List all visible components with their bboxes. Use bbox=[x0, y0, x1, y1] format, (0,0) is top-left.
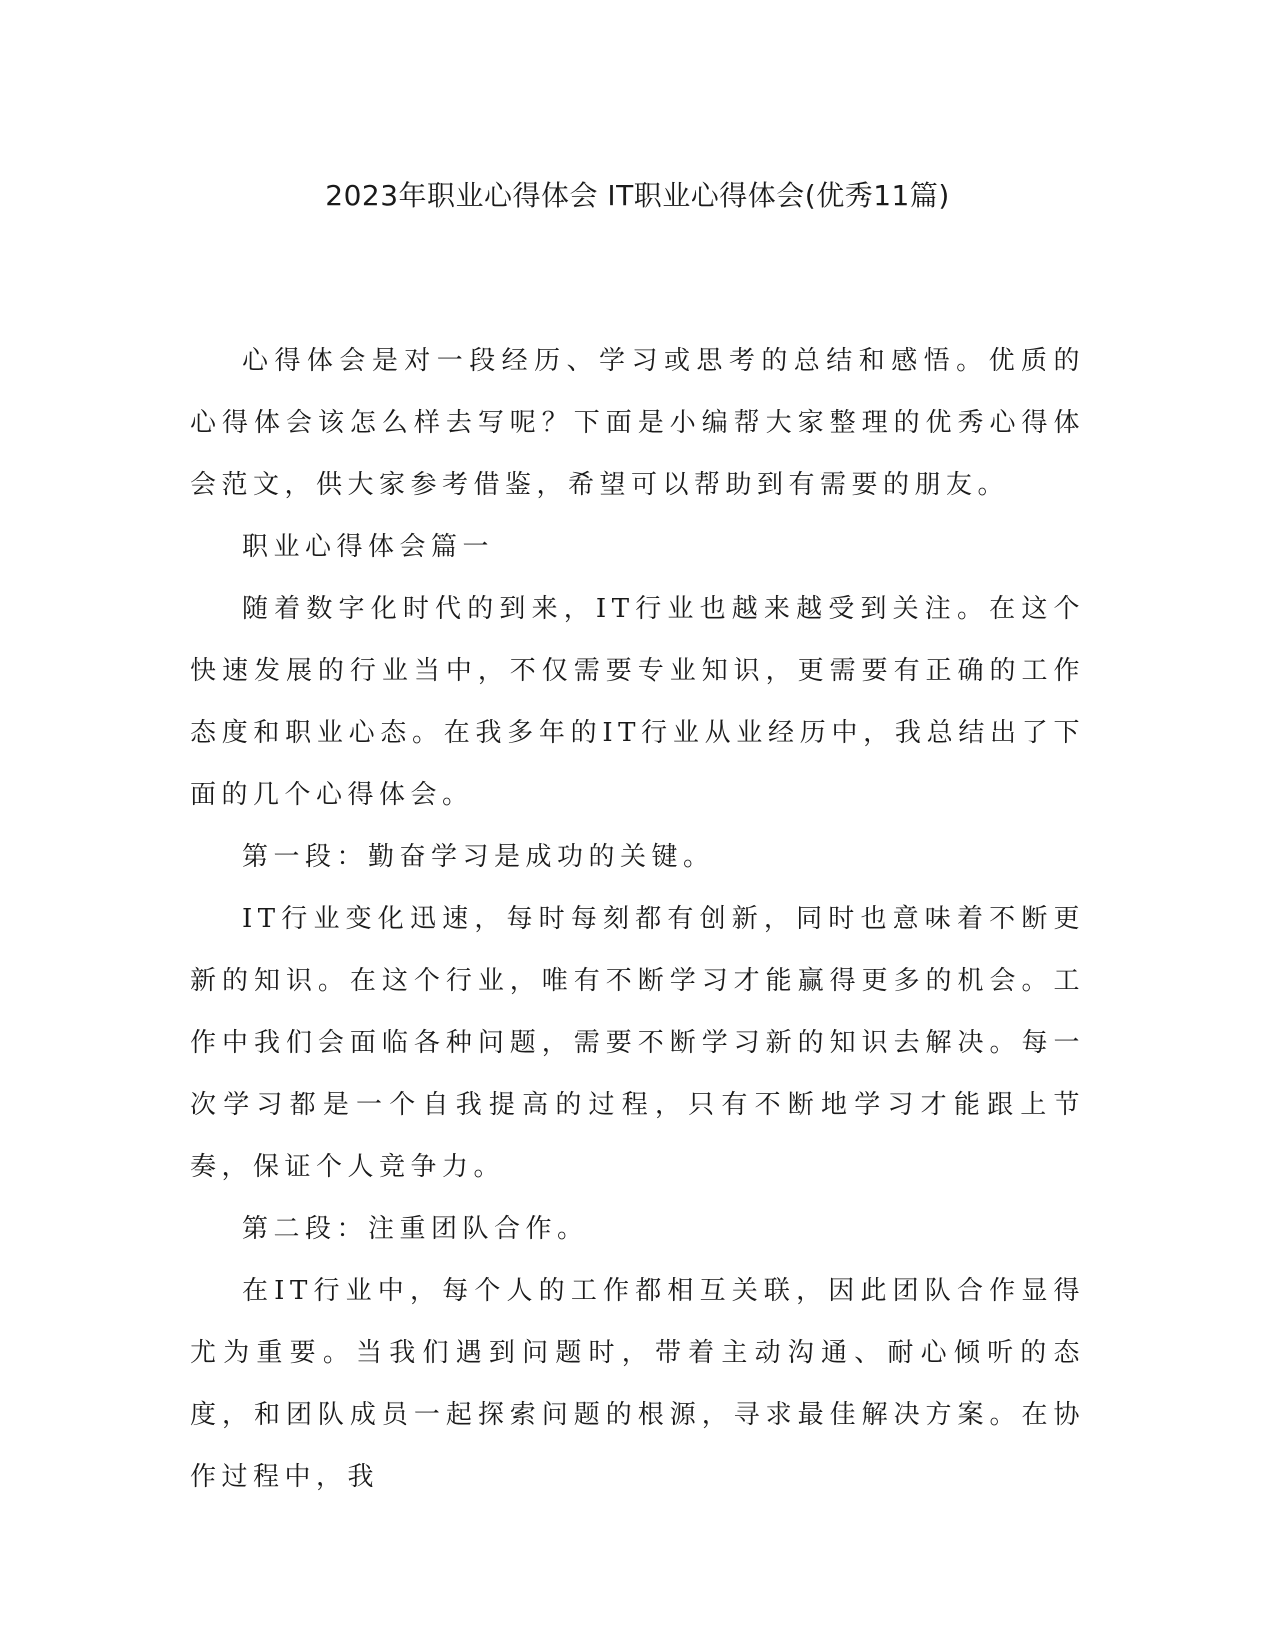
document-title: 2023年职业心得体会 IT职业心得体会(优秀11篇) bbox=[325, 179, 950, 212]
intro-paragraph: 心得体会是对一段经历、学习或思考的总结和感悟。优质的心得体会该怎么样去写呢？下面是小编帮大家整理的优秀心得体会范文，供大家参考借鉴，希望可以帮助到有需要的朋友。 bbox=[190, 346, 1085, 500]
section-heading-part-one: 职业心得体会篇一 bbox=[242, 532, 495, 562]
body-paragraph: 在IT行业中，每个人的工作都相互关联，因此团队合作显得尤为重要。当我们遇到问题时，带着主动沟通、耐心倾听的态度，和团队成员一起探索问题的根源，寻求最佳解决方案。在协作过程中，我 bbox=[190, 1276, 1085, 1492]
body-paragraph: IT行业变化迅速，每时每刻都有创新，同时也意味着不断更新的知识。在这个行业，唯有不断学习才能赢得更多的机会。工作中我们会面临各种问题，需要不断学习新的知识去解决。每一次学习都是一个自我提高的过程，只有不断地学习才能跟上节奏，保证个人竞争力。 bbox=[190, 904, 1085, 1182]
subsection-heading-one: 第一段：勤奋学习是成功的关键。 bbox=[242, 842, 715, 872]
body-paragraph: 随着数字化时代的到来，IT行业也越来越受到关注。在这个快速发展的行业当中，不仅需要专业知识，更需要有正确的工作态度和职业心态。在我多年的IT行业从业经历中，我总结出了下面的几个心得体会。 bbox=[190, 594, 1085, 810]
document-body bbox=[190, 330, 1085, 1508]
subsection-heading-two: 第二段：注重团队合作。 bbox=[242, 1214, 589, 1244]
